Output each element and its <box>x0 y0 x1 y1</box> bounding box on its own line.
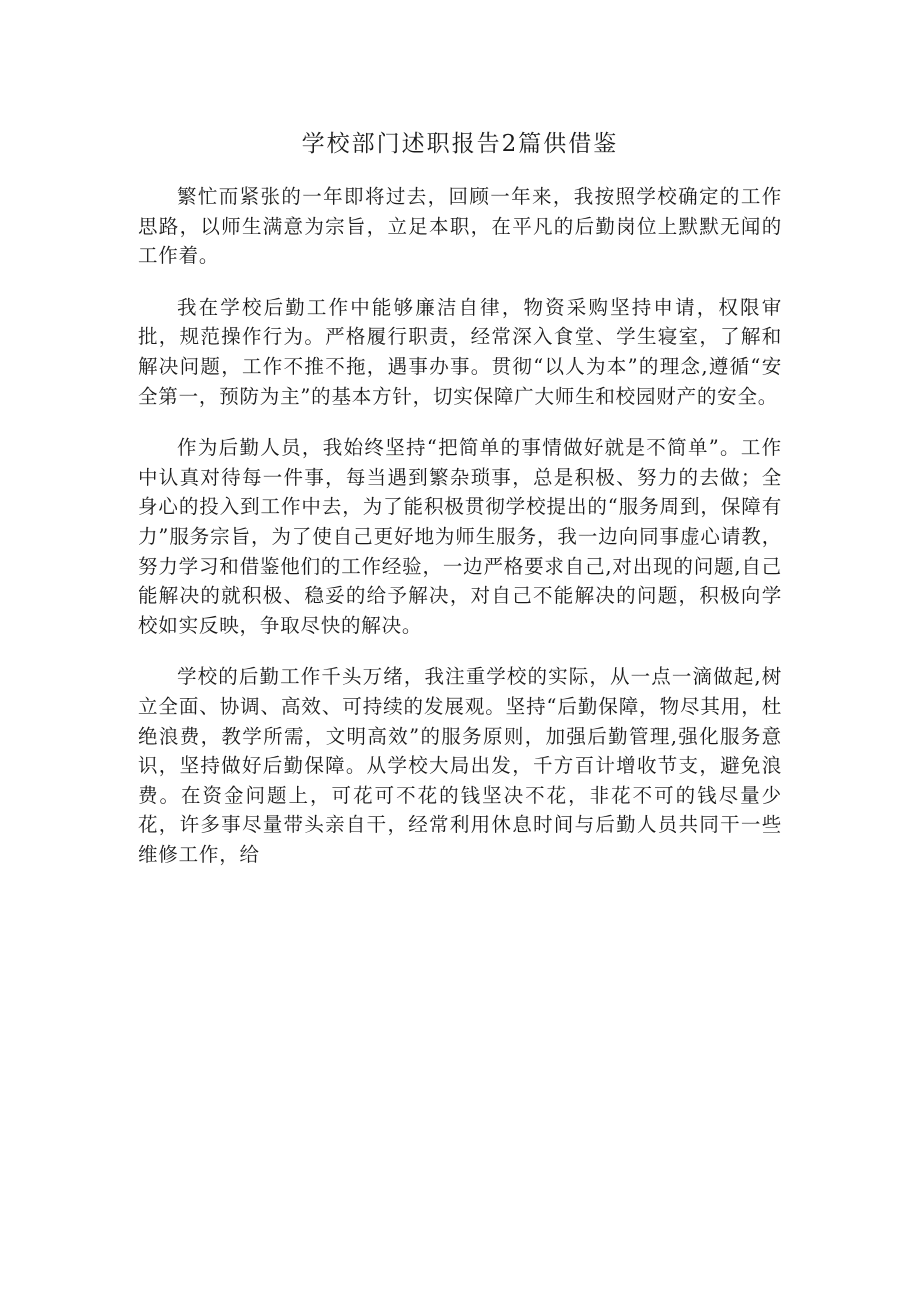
paragraph-3: 作为后勤人员，我始终坚持“把简单的事情做好就是不简单”。工作中认真对待每一件事，每当遇到繁杂琐事，总是积极、努力的去做；全身心的投入到工作中去，为了能积极贯彻学校提出的“服务周到，保障有力”服务宗旨，为了使自己更好地为师生服务，我一边向同事虚心请教，努力学习和借鉴他们的工作经验，一边严格要求自己,对出现的问题,自己能解决的就积极、稳妥的给予解决，对自己不能解决的问题，积极向学校如实反映，争取尽快的解决。 <box>138 436 782 637</box>
paragraph-2: 我在学校后勤工作中能够廉洁自律，物资采购坚持申请，权限审批，规范操作行为。严格履行职责，经常深入食堂、学生寝室，了解和解决问题，工作不推不拖，遇事办事。贯彻“以人为本”的理念,遵循“安全第一，预防为主”的基本方针，切实保障广大师生和校园财产的安全。 <box>138 295 782 408</box>
paragraph-1: 繁忙而紧张的一年即将过去，回顾一年来，我按照学校确定的工作思路，以师生满意为宗旨，立足本职，在平凡的后勤岗位上默默无闻的工作着。 <box>138 185 782 268</box>
paragraph-4: 学校的后勤工作千头万绪，我注重学校的实际，从一点一滴做起,树立全面、协调、高效、可持续的发展观。坚持“后勤保障，物尽其用，杜绝浪费，教学所需，文明高效”的服务原则，加强后勤管理,强化服务意识，坚持做好后勤保障。从学校大局出发，千方百计增收节支，避免浪费。在资金问题上，可花可不花的钱坚决不花，非花不可的钱尽量少花，许多事尽量带头亲自干，经常利用休息时间与后勤人员共同干一些维修工作，给 <box>138 665 782 866</box>
document-title: 学校部门述职报告2篇供借鉴 <box>301 131 619 157</box>
